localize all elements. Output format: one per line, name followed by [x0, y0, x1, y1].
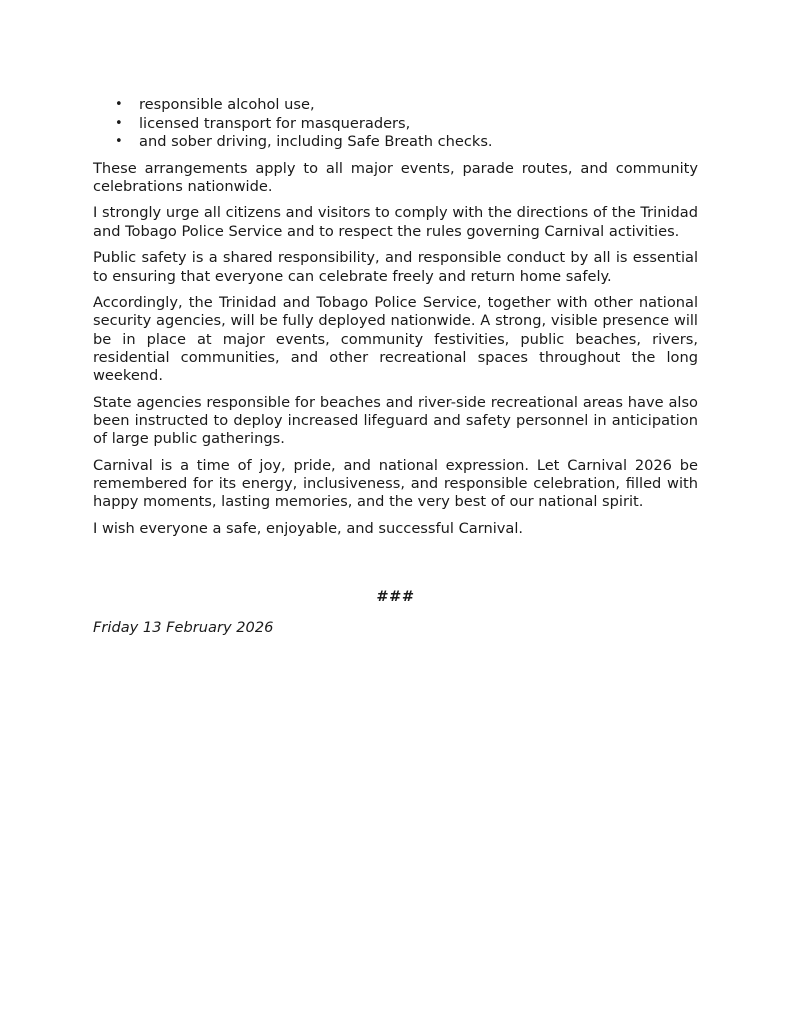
paragraph-lifeguards: State agencies responsible for beaches and river-side recreational areas have also been instructed to deploy increased lifeguard and safety personnel in anticipation of large public gatherings.	[93, 393, 698, 448]
bullet-text: licensed transport for masqueraders,	[139, 114, 411, 132]
bullet-item	[93, 133, 698, 152]
bullet-icon: •	[115, 97, 123, 112]
paragraph-closing-wish: I wish everyone a safe, enjoyable, and successful Carnival.	[93, 519, 524, 537]
bullet-icon: •	[115, 134, 123, 149]
bullet-item	[93, 96, 698, 115]
paragraph-police-deployment: Accordingly, the Trinidad and Tobago Police Service, together with other national security agencies, will be fully deployed nationwide. A strong, visible presence will be in place at major events, community festivities, public beaches, rivers, residential communities, and other recreational spaces throughout the long weekend.	[93, 294, 698, 385]
paragraph-arrangements: These arrangements apply to all major events, parade routes, and community celebrations nationwide.	[93, 159, 698, 195]
document-page	[93, 96, 698, 638]
end-separator: ###	[376, 588, 415, 606]
paragraph-carnival-spirit: Carnival is a time of joy, pride, and national expression. Let Carnival 2026 be remembered for its energy, inclusiveness, and responsible celebration, filled with happy moments, lasting memories, and the very best of our national spirit.	[93, 456, 698, 511]
paragraph-public-safety: Public safety is a shared responsibility, and responsible conduct by all is essential to ensuring that everyone can celebrate freely and return home safely.	[93, 249, 698, 285]
bullet-text: responsible alcohol use,	[139, 96, 315, 113]
paragraph-urge-compliance: I strongly urge all citizens and visitors to comply with the directions of the Trinidad and Tobago Police Service and to respect the rules governing Carnival activities.	[93, 204, 698, 240]
bullet-item	[93, 115, 698, 134]
bullet-list	[93, 96, 698, 152]
bullet-icon: •	[115, 115, 123, 131]
dateline: Friday 13 February 2026	[93, 619, 274, 637]
bullet-text: and sober driving, including Safe Breath checks.	[139, 133, 493, 150]
